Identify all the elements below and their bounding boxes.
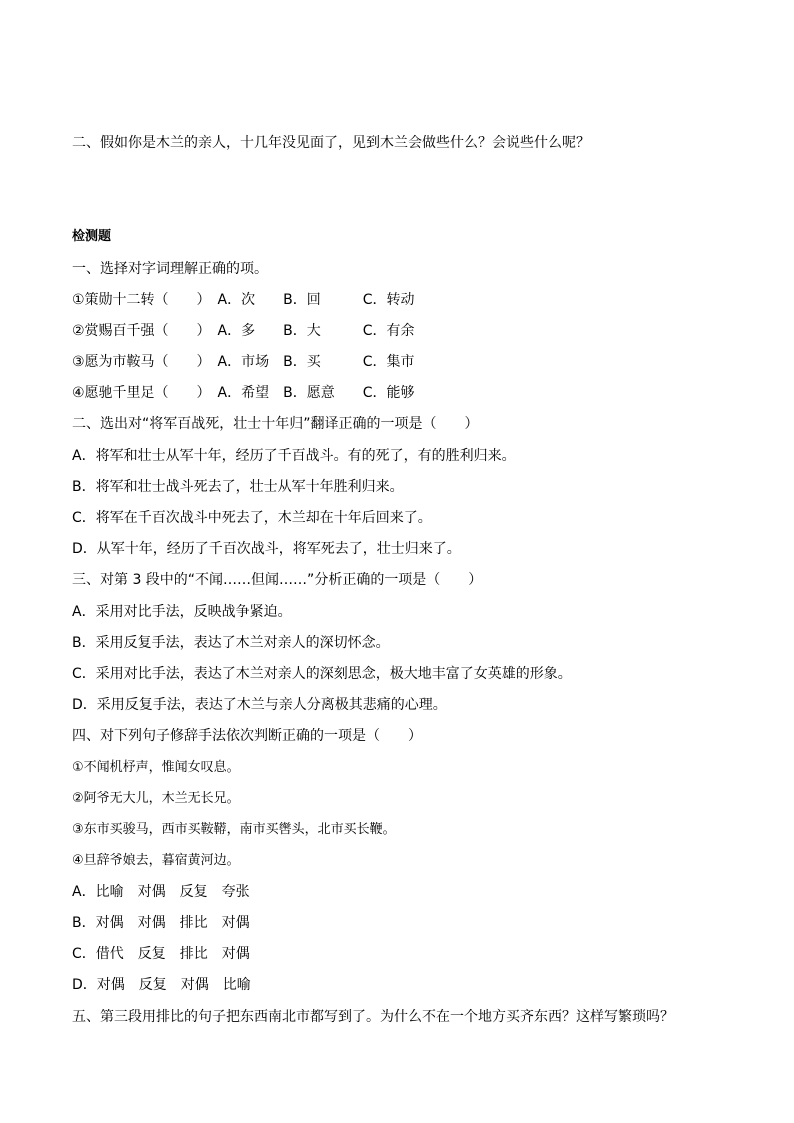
q2-option: A．将军和壮士从军十年，经历了千百战斗。有的死了，有的胜利归来。 bbox=[72, 448, 516, 464]
q2-option: D．从军十年，经历了千百次战斗，将军死去了，壮士归来了。 bbox=[72, 541, 461, 557]
q4-title: 四、对下列句子修辞手法依次判断正确的一项是（ ） bbox=[72, 728, 422, 744]
section-title: 检测题 bbox=[72, 229, 112, 244]
q4-option: B．对偶 对偶 排比 对偶 bbox=[72, 915, 250, 931]
q2-option: B．将军和壮士战斗死去了，壮士从军十年胜利归来。 bbox=[72, 479, 404, 495]
q4-sentence: ③东市买骏马，西市买鞍鞯，南市买辔头，北市买长鞭。 bbox=[72, 822, 396, 837]
q3-option: C．采用对比手法，表达了木兰对亲人的深刻思念，极大地丰富了女英雄的形象。 bbox=[72, 666, 572, 682]
q3-option: D．采用反复手法，表达了木兰与亲人分离极其悲痛的心理。 bbox=[72, 697, 447, 713]
q4-option: C．借代 反复 排比 对偶 bbox=[72, 946, 250, 962]
q2-option: C．将军在千百次战斗中死去了，木兰却在十年后回来了。 bbox=[72, 510, 432, 526]
q4-sentence: ①不闻机杼声，惟闻女叹息。 bbox=[72, 760, 240, 775]
q4-sentence: ②阿爷无大儿，木兰无长兄。 bbox=[72, 791, 240, 806]
q3-option: B．采用反复手法，表达了木兰对亲人的深切怀念。 bbox=[72, 635, 390, 651]
q1-item: ①策勋十二转（ ） A．次 B．回 C．转动 bbox=[72, 292, 415, 308]
q4-option: D．对偶 反复 对偶 比喻 bbox=[72, 977, 251, 993]
q2-title: 二、选出对“将军百战死，壮士十年归”翻译正确的一项是（ ） bbox=[72, 416, 479, 432]
q1-title: 一、选择对字词理解正确的项。 bbox=[72, 261, 268, 277]
q1-item: ②赏赐百千强（ ） A．多 B．大 C．有余 bbox=[72, 323, 415, 339]
intro-question: 二、假如你是木兰的亲人，十几年没见面了，见到木兰会做些什么？会说些什么呢？ bbox=[72, 135, 590, 151]
q1-item: ③愿为市鞍马（ ） A．市场 B．买 C．集市 bbox=[72, 354, 415, 370]
q3-option: A．采用对比手法，反映战争紧迫。 bbox=[72, 604, 292, 620]
q1-item: ④愿驰千里足（ ） A．希望 B．愿意 C．能够 bbox=[72, 385, 415, 401]
q3-title: 三、对第 3 段中的“不闻……但闻……”分析正确的一项是（ ） bbox=[72, 572, 483, 588]
q4-sentence: ④旦辞爷娘去，暮宿黄河边。 bbox=[72, 853, 240, 868]
q5-title: 五、第三段用排比的句子把东西南北市都写到了。为什么不在一个地方买齐东西？这样写繁琐吗？ bbox=[72, 1009, 674, 1025]
q4-option: A．比喻 对偶 反复 夸张 bbox=[72, 884, 250, 900]
